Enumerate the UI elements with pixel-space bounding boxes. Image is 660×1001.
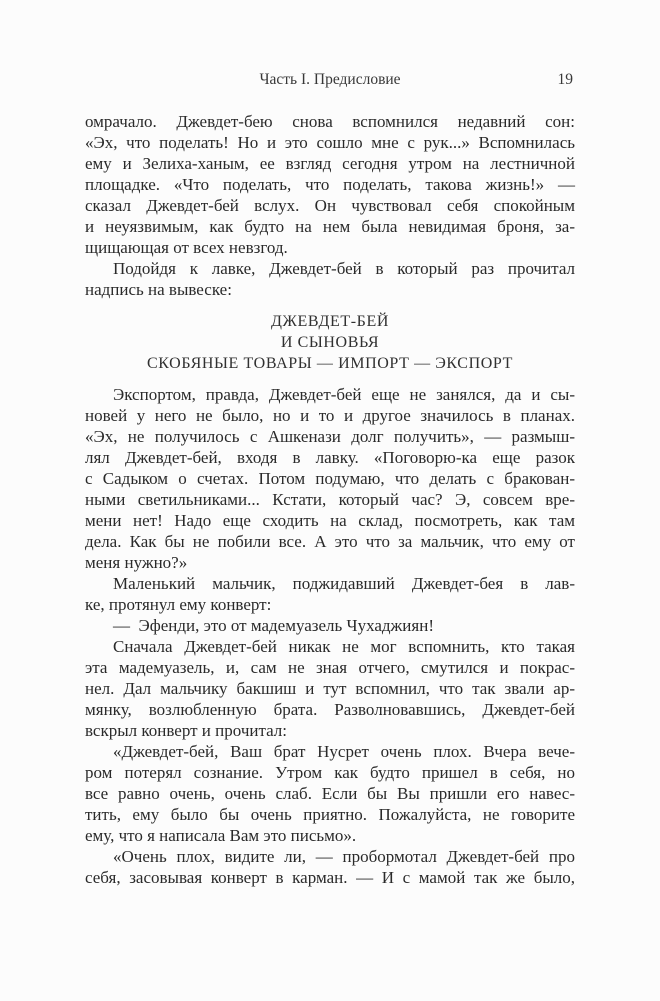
text-line: ему, что я написала Вам это письмо». <box>85 826 357 845</box>
paragraph <box>85 636 575 741</box>
text-line: ему и Зелиха-ханым, ее взгляд сегодня утром на лестничной <box>85 154 575 173</box>
text-line: ными светильниками... Кстати, который час? Э, совсем вре- <box>85 490 575 509</box>
text-line: эта мадемуазель, и, сам не зная отчего, смутился и покрас- <box>85 658 575 677</box>
text-line: «Эх, не получилось с Ашкенази долг получить», — размыш- <box>85 427 575 446</box>
chapter-title: Часть I. Предисловие <box>259 71 401 88</box>
text-line: площадке. «Что поделать, что поделать, такова жизнь!» — <box>85 175 575 194</box>
text-line: мянку, возлюбленную брата. Разволновавшись, Джевдет-бей <box>85 700 575 719</box>
paragraph <box>85 258 575 300</box>
text-line: вскрыл конверт и прочитал: <box>85 721 287 740</box>
sign-block <box>85 311 575 374</box>
sign-line: ДЖЕВДЕТ-БЕЙ <box>271 313 389 330</box>
text-line: Сначала Джевдет-бей никак не мог вспомнить, кто такая <box>113 637 575 656</box>
text-line: дела. Как бы не побили все. А это что за мальчик, что ему от <box>85 532 575 551</box>
sign-line: И СЫНОВЬЯ <box>280 334 380 351</box>
body-text <box>85 111 575 888</box>
text-line: «Эх, что поделать! Но и это сошло мне с рук...» Вспомнилась <box>85 133 575 152</box>
running-head <box>85 70 575 89</box>
text-line: мени нет! Надо еще сходить на склад, посмотреть, как там <box>85 511 575 530</box>
text-line: — Эфенди, это от мадемуазель Чухаджиян! <box>113 616 434 635</box>
text-line: лял Джевдет-бей, входя в лавку. «Поговорю-ка еще разок <box>85 448 575 467</box>
paragraph <box>85 615 575 636</box>
text-line: ром потерял сознание. Утром как будто пришел в себя, но <box>85 763 575 782</box>
text-line: щищающая от всех невзгод. <box>85 238 288 257</box>
text-line: и неуязвимым, как будто на нем была невидимая броня, за- <box>85 217 575 236</box>
text-line: с Садыком о счетах. Потом подумаю, что делать с бракован- <box>85 469 575 488</box>
text-line: Подойдя к лавке, Джевдет-бей в который раз прочитал <box>113 259 575 278</box>
paragraph <box>85 573 575 615</box>
text-line: ке, протянул ему конверт: <box>85 595 272 614</box>
text-line: сказал Джевдет-бей вслух. Он чувствовал себя спокойным <box>85 196 575 215</box>
paragraph <box>85 846 575 888</box>
text-line: меня нужно?» <box>85 553 188 572</box>
text-line: Экспортом, правда, Джевдет-бей еще не занялся, да и сы- <box>113 385 575 404</box>
paragraph <box>85 741 575 846</box>
page-number: 19 <box>557 71 573 88</box>
text-block <box>85 70 575 888</box>
text-line: все равно очень, очень слаб. Если бы Вы пришли его навес- <box>85 784 575 803</box>
text-line: новей у него не было, но и то и другое значилось в планах. <box>85 406 575 425</box>
text-line: нел. Дал мальчику бакшиш и тут вспомнил, что так звали ар- <box>85 679 575 698</box>
text-line: Маленький мальчик, поджидавший Джевдет-бея в лав- <box>113 574 575 593</box>
sign-line: СКОБЯНЫЕ ТОВАРЫ — ИМПОРТ — ЭКСПОРТ <box>147 355 513 372</box>
text-line: «Очень плох, видите ли, — пробормотал Джевдет-бей про <box>113 847 575 866</box>
paragraph <box>85 384 575 573</box>
paragraph <box>85 111 575 258</box>
text-line: тить, ему было бы очень приятно. Пожалуйста, не говорите <box>85 805 575 824</box>
text-line: себя, засовывая конверт в карман. — И с мамой так же было, <box>85 868 575 887</box>
text-line: омрачало. Джевдет-бею снова вспомнился недавний сон: <box>85 112 575 131</box>
text-line: «Джевдет-бей, Ваш брат Нусрет очень плох. Вчера вече- <box>113 742 575 761</box>
text-line: надпись на вывеске: <box>85 280 232 299</box>
